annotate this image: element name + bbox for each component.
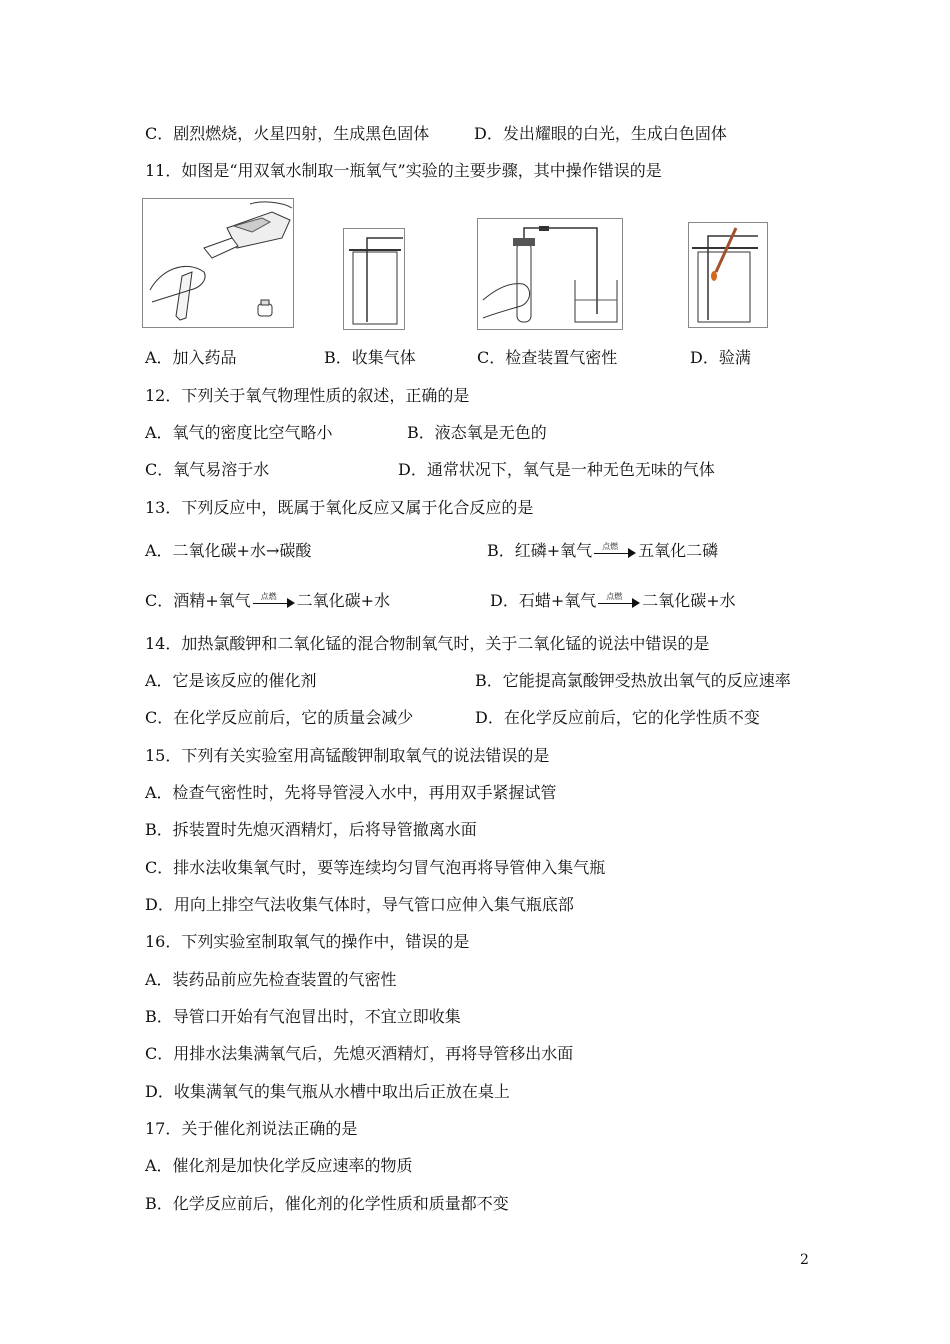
figure-check-full (688, 222, 768, 328)
q14-option-a: A．它是该反应的催化剂 (145, 671, 317, 690)
q13-option-d-reactants: D．石蜡+氧气 (490, 591, 597, 610)
q13-stem: 13．下列反应中，既属于氧化反应又属于化合反应的是 (145, 498, 534, 517)
reaction-arrow-icon: 点燃 (598, 595, 640, 609)
q15-stem: 15．下列有关实验室用高锰酸钾制取氧气的说法错误的是 (145, 746, 550, 765)
q14-stem: 14．加热氯酸钾和二氧化锰的混合物制氧气时，关于二氧化锰的说法中错误的是 (145, 634, 710, 653)
q11-option-c: C．检查装置气密性 (477, 348, 618, 367)
q13-option-b-reactants: B．红磷+氧气 (487, 541, 593, 560)
q12-option-c: C．氧气易溶于水 (145, 460, 270, 479)
q11-option-b: B．收集气体 (324, 348, 416, 367)
q14-option-b: B．它能提高氯酸钾受热放出氧气的反应速率 (475, 671, 791, 690)
figure-collect-gas (343, 228, 405, 330)
q11-option-d: D．验满 (690, 348, 751, 367)
q17-stem: 17．关于催化剂说法正确的是 (145, 1119, 358, 1138)
q15-option-c: C．排水法收集氧气时，要等连续均匀冒气泡再将导管伸入集气瓶 (145, 858, 606, 877)
q16-stem: 16．下列实验室制取氧气的操作中，错误的是 (145, 932, 470, 951)
reaction-arrow-icon: 点燃 (253, 595, 295, 609)
q16-option-b: B．导管口开始有气泡冒出时，不宜立即收集 (145, 1007, 461, 1026)
q12-option-b: B．液态氧是无色的 (407, 423, 547, 442)
q17-option-a: A．催化剂是加快化学反应速率的物质 (145, 1156, 413, 1175)
q13-option-b-products: 五氧化二磷 (638, 541, 719, 560)
figure-check-airtightness (477, 218, 623, 330)
q15-option-b: B．拆装置时先熄灭酒精灯，后将导管撤离水面 (145, 820, 477, 839)
q13-option-c-products: 二氧化碳+水 (296, 591, 391, 610)
q12-option-d: D．通常状况下，氧气是一种无色无味的气体 (398, 460, 715, 479)
q16-option-a: A．装药品前应先检查装置的气密性 (145, 970, 397, 989)
q13-option-a: A．二氧化碳+水→碳酸 (145, 541, 312, 560)
q13-option-c (145, 591, 390, 611)
q11-option-a: A．加入药品 (145, 348, 237, 367)
q10-option-c: C．剧烈燃烧，火星四射，生成黑色固体 (145, 124, 430, 143)
q15-option-d: D．用向上排空气法收集气体时，导气管口应伸入集气瓶底部 (145, 895, 574, 914)
q16-option-c: C．用排水法集满氧气后，先熄灭酒精灯，再将导管移出水面 (145, 1044, 574, 1063)
q16-option-d: D．收集满氧气的集气瓶从水槽中取出后正放在桌上 (145, 1082, 510, 1101)
q13-option-b (487, 541, 718, 561)
q13-option-c-reactants: C．酒精+氧气 (145, 591, 251, 610)
q15-option-a: A．检查气密性时，先将导管浸入水中，再用双手紧握试管 (145, 783, 557, 802)
q14-option-d: D．在化学反应前后，它的化学性质不变 (475, 708, 760, 727)
q11-stem: 11．如图是“用双氧水制取一瓶氧气”实验的主要步骤，其中操作错误的是 (145, 161, 662, 180)
q12-option-a: A．氧气的密度比空气略小 (145, 423, 333, 442)
q14-option-c: C．在化学反应前后，它的质量会减少 (145, 708, 414, 727)
figure-add-reagent (142, 198, 294, 328)
q13-option-d (490, 591, 736, 611)
q13-option-d-products: 二氧化碳+水 (642, 591, 736, 610)
reaction-arrow-icon: 点燃 (594, 545, 636, 559)
page-number: 2 (800, 1252, 809, 1268)
q17-option-b: B．化学反应前后，催化剂的化学性质和质量都不变 (145, 1194, 509, 1213)
q10-option-d: D．发出耀眼的白光，生成白色固体 (474, 124, 727, 143)
q12-stem: 12．下列关于氧气物理性质的叙述，正确的是 (145, 386, 470, 405)
